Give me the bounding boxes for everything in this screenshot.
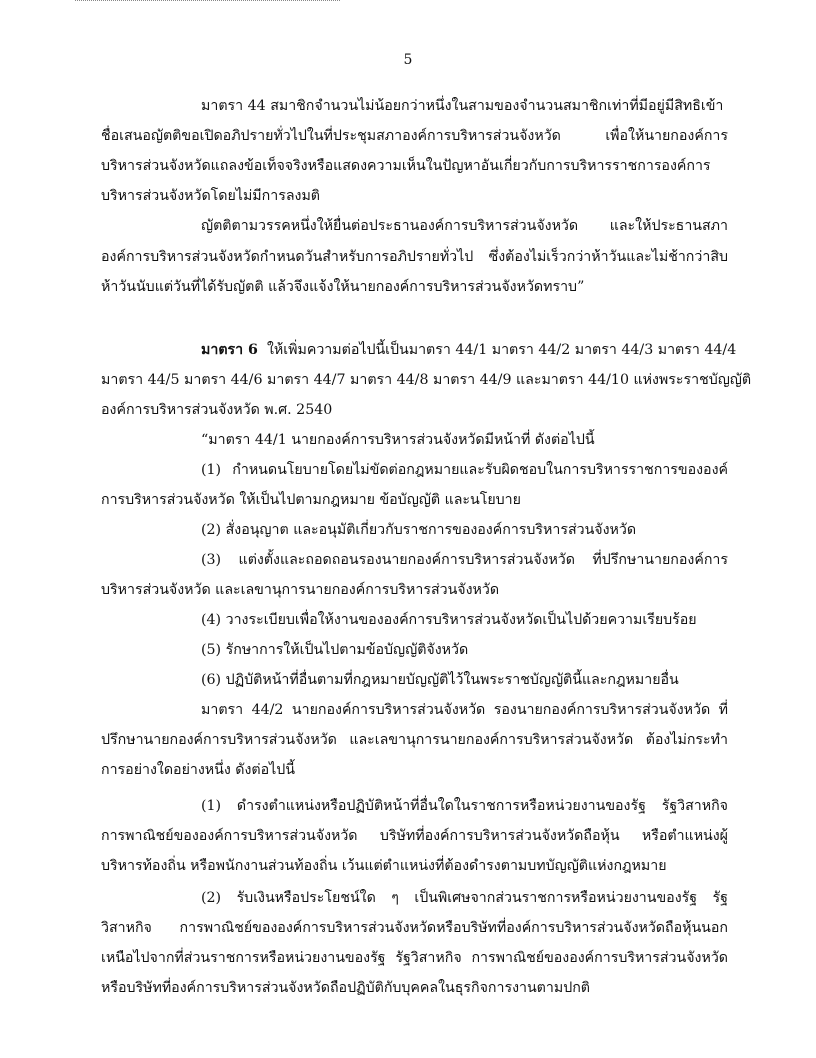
text-line: (2) รับเงินหรือประโยชน์ใด ๆ เป็นพิเศษจากส่วนราชการหรือหน่วยงานของรัฐ รัฐ [201, 890, 728, 906]
scan-top-mark [75, 0, 340, 4]
text-line: บริหารส่วนจังหวัด และเลขานุการนายกองค์การบริหารส่วนจังหวัด [101, 582, 500, 598]
text-line: ให้เพิ่มความต่อไปนี้เป็นมาตรา 44/1 มาตรา 44/2 มาตรา 44/3 มาตรา 44/4 [267, 342, 737, 358]
text-line: (1) ดำรงตำแหน่งหรือปฏิบัติหน้าที่อื่นใดในราชการหรือหน่วยงานของรัฐ รัฐวิสาหกิจ [201, 798, 728, 814]
text-line: การบริหารส่วนจังหวัด ให้เป็นไปตามกฎหมาย ข้อบัญญัติ และนโยบาย [101, 492, 521, 508]
text-line: ห้าวันนับแต่วันที่ได้รับญัตติ แล้วจึงแจ้งให้นายกองค์การบริหารส่วนจังหวัดทราบ” [101, 279, 585, 295]
text-line: หรือบริษัทที่องค์การบริหารส่วนจังหวัดถือปฏิบัติกับบุคคลในธุรกิจการงานตามปกติ [101, 980, 591, 996]
text-line: ญัตติตามวรรคหนึ่งให้ยื่นต่อประธานองค์การบริหารส่วนจังหวัด และให้ประธานสภา [201, 218, 728, 234]
text-line: ชื่อเสนอญัตติขอเปิดอภิปรายทั่วไปในที่ประชุมสภาองค์การบริหารส่วนจังหวัด เพื่อให้นายกองค์การ [101, 128, 728, 144]
section-heading: มาตรา 6 [201, 342, 258, 358]
text-line: (1) กำหนดนโยบายโดยไม่ขัดต่อกฎหมายและรับผิดชอบในการบริหารราชการขององค์ [201, 462, 728, 478]
text-line: ปรึกษานายกองค์การบริหารส่วนจังหวัด และเลขานุการนายกองค์การบริหารส่วนจังหวัด ต้องไม่กระทำ [101, 732, 728, 748]
text-line: “มาตรา 44/1 นายกองค์การบริหารส่วนจังหวัดมีหน้าที่ ดังต่อไปนี้ [201, 432, 595, 448]
text-line: (3) แต่งตั้งและถอดถอนรองนายกองค์การบริหารส่วนจังหวัด ที่ปรึกษานายกองค์การ [201, 552, 728, 568]
text-line: วิสาหกิจ การพาณิชย์ขององค์การบริหารส่วนจังหวัดหรือบริษัทที่องค์การบริหารส่วนจังหวัดถือหุ้นนอก [101, 920, 728, 936]
text-line: บริหารส่วนจังหวัดแถลงข้อเท็จจริงหรือแสดงความเห็นในปัญหาอันเกี่ยวกับการบริหารราชการองค์การ [101, 158, 711, 174]
text-line: บริหารส่วนจังหวัดโดยไม่มีการลงมติ [101, 188, 321, 204]
text-line: เหนือไปจากที่ส่วนราชการหรือหน่วยงานของรัฐ รัฐวิสาหกิจ การพาณิชย์ขององค์การบริหารส่วนจังหวัด [101, 950, 728, 966]
text-line: (2) สั่งอนุญาต และอนุมัติเกี่ยวกับราชการขององค์การบริหารส่วนจังหวัด [201, 522, 637, 538]
page-number: 5 [403, 52, 413, 68]
text-line: (4) วางระเบียบเพื่อให้งานขององค์การบริหารส่วนจังหวัดเป็นไปด้วยความเรียบร้อย [201, 612, 697, 628]
text-line: มาตรา 44 สมาชิกจำนวนไม่น้อยกว่าหนึ่งในสามของจำนวนสมาชิกเท่าที่มีอยู่มีสิทธิเข้า [201, 98, 724, 114]
text-line: (5) รักษาการให้เป็นไปตามข้อบัญญัติจังหวัด [201, 642, 469, 658]
text-line: การพาณิชย์ขององค์การบริหารส่วนจังหวัด บริษัทที่องค์การบริหารส่วนจังหวัดถือหุ้น หรือตำแหน่งผู้ [101, 828, 728, 844]
text-line: องค์การบริหารส่วนจังหวัดกำหนดวันสำหรับการอภิปรายทั่วไป ซึ่งต้องไม่เร็วกว่าห้าวันและไม่ช้ากว่าสิบ [101, 249, 728, 265]
text-line: (6) ปฏิบัติหน้าที่อื่นตามที่กฎหมายบัญญัติไว้ในพระราชบัญญัตินี้และกฎหมายอื่น [201, 672, 679, 688]
text-line: การอย่างใดอย่างหนึ่ง ดังต่อไปนี้ [101, 762, 295, 778]
text-line: มาตรา 44/5 มาตรา 44/6 มาตรา 44/7 มาตรา 44/8 มาตรา 44/9 และมาตรา 44/10 แห่งพระราชบัญญัติ [101, 372, 752, 388]
text-line: มาตรา 44/2 นายกองค์การบริหารส่วนจังหวัด รองนายกองค์การบริหารส่วนจังหวัด ที่ [201, 702, 728, 718]
text-line: องค์การบริหารส่วนจังหวัด พ.ศ. 2540 [101, 402, 333, 418]
text-line: บริหารท้องถิ่น หรือพนักงานส่วนท้องถิ่น เว้นแต่ตำแหน่งที่ต้องดำรงตามบทบัญญัติแห่งกฎหมาย [101, 858, 667, 874]
